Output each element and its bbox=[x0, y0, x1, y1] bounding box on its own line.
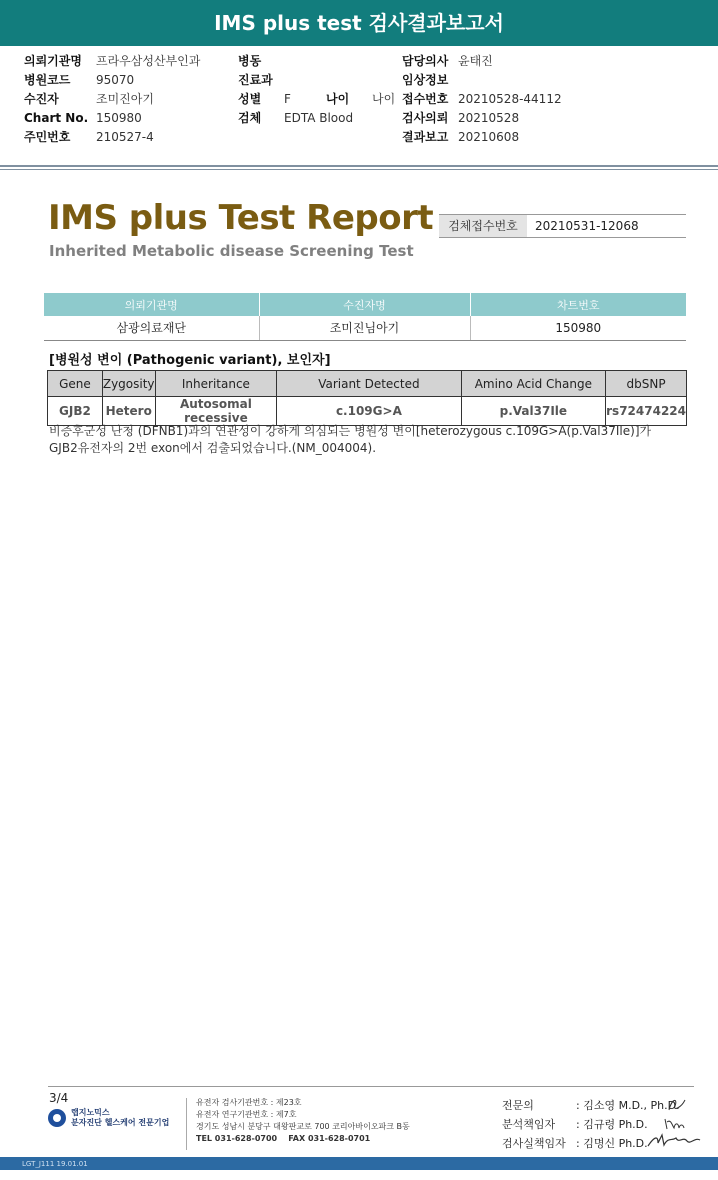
lab-research-license: 유전자 연구기관번호 : 제7호 bbox=[196, 1110, 297, 1119]
accession-value: 20210531-12068 bbox=[535, 219, 639, 233]
patient-info-header-row bbox=[44, 293, 686, 316]
header-row-request-date bbox=[402, 109, 562, 128]
section-title: [병원성 변이 (Pathogenic variant), 보인자] bbox=[49, 353, 331, 368]
footer-bar bbox=[0, 1157, 718, 1170]
info-cell-patient-name: 조미진님아기 bbox=[259, 316, 470, 340]
variant-header-variant: Variant Detected bbox=[277, 371, 461, 397]
header-column-middle bbox=[238, 52, 395, 128]
variant-cell-gene: GJB2 bbox=[48, 397, 103, 426]
interpretation-line-1: 비증후군성 난청 (DFNB1)과의 연관성이 강하게 의심되는 병원성 변이[heterozygous c.109G>A(p.Val37Ile)]가 bbox=[49, 424, 652, 438]
variant-header-amino-acid: Amino Acid Change bbox=[461, 371, 606, 397]
variant-cell-amino-acid: p.Val37Ile bbox=[461, 397, 606, 426]
variant-header-zygosity: Zygosity bbox=[102, 371, 155, 397]
header-row-clinical-info bbox=[402, 71, 562, 90]
institution-value: 프라우삼성산부인과 bbox=[96, 54, 201, 68]
patient-value: 조미진아기 bbox=[96, 92, 154, 106]
resident-no-value: 210527-4 bbox=[96, 130, 154, 144]
logo-name: 랩지노믹스 bbox=[71, 1108, 110, 1117]
result-interpretation bbox=[49, 423, 689, 457]
department-label: 진료과 bbox=[238, 73, 273, 87]
sex-label: 성별 bbox=[238, 92, 262, 106]
chart-no-value: 150980 bbox=[96, 111, 142, 125]
header-row-department bbox=[238, 71, 395, 90]
info-header-chart-no: 차트번호 bbox=[470, 293, 686, 316]
lab-contact bbox=[196, 1133, 410, 1145]
receipt-no-value: 20210528-44112 bbox=[458, 92, 562, 106]
report-date-value: 20210608 bbox=[458, 130, 520, 144]
patient-info-row bbox=[44, 316, 686, 340]
info-header-patient-name: 수진자명 bbox=[259, 293, 470, 316]
doctor-label: 담당의사 bbox=[402, 54, 449, 68]
request-date-label: 검사의뢰 bbox=[402, 111, 449, 125]
header-row-patient bbox=[24, 90, 200, 109]
ward-label: 병동 bbox=[238, 54, 262, 68]
header-column-left bbox=[24, 52, 200, 147]
document-code: LGT_J111 19.01.01 bbox=[22, 1160, 88, 1168]
page-number: 3/4 bbox=[49, 1091, 69, 1105]
signer-name: : 김명신 Ph.D. bbox=[576, 1137, 648, 1150]
lab-test-license: 유전자 검사기관번호 : 제23호 bbox=[196, 1098, 302, 1107]
resident-no-label: 주민번호 bbox=[24, 130, 71, 144]
header-row-hospital-code bbox=[24, 71, 200, 90]
variant-row bbox=[48, 397, 687, 426]
company-logo bbox=[48, 1108, 169, 1128]
signer-name: : 김규령 Ph.D. bbox=[576, 1118, 648, 1131]
signer-name: : 김소영 M.D., Ph.D. bbox=[576, 1099, 680, 1112]
signature-3 bbox=[646, 1131, 702, 1149]
lab-tel: TEL 031-628-0700 bbox=[196, 1134, 278, 1143]
header-divider bbox=[0, 165, 718, 167]
report-banner-title: IMS plus test 검사결과보고서 bbox=[0, 0, 718, 46]
variant-cell-zygosity: Hetero bbox=[102, 397, 155, 426]
doctor-value: 윤태진 bbox=[458, 54, 493, 68]
info-cell-institution: 삼광의료재단 bbox=[44, 316, 259, 340]
lab-address: 경기도 성남시 분당구 대왕판교로 700 코리아바이오파크 B동 bbox=[196, 1122, 410, 1131]
header-row-report-date bbox=[402, 128, 562, 147]
hospital-code-label: 병원코드 bbox=[24, 73, 71, 87]
logo-tagline: 분자진단 헬스케어 전문기업 bbox=[71, 1118, 170, 1127]
header-row-receipt-no bbox=[402, 90, 562, 109]
signer-row bbox=[502, 1096, 680, 1115]
accession-label: 검체접수번호 bbox=[439, 215, 527, 237]
signer-role: 검사실책임자 bbox=[502, 1137, 566, 1150]
variant-header-dbsnp: dbSNP bbox=[606, 371, 687, 397]
report-subtitle: Inherited Metabolic disease Screening Test bbox=[49, 242, 414, 260]
header-divider-thin bbox=[0, 169, 718, 170]
footer-divider bbox=[48, 1086, 694, 1087]
patient-label: 수진자 bbox=[24, 92, 59, 106]
receipt-no-label: 접수번호 bbox=[402, 92, 449, 106]
header-row-ward bbox=[238, 52, 395, 71]
report-title: IMS plus Test Report bbox=[48, 198, 434, 238]
header-row-chart-no bbox=[24, 109, 200, 128]
request-date-value: 20210528 bbox=[458, 111, 520, 125]
report-date-label: 결과보고 bbox=[402, 130, 449, 144]
sex-value: F bbox=[284, 92, 291, 106]
lab-fax: FAX 031-628-0701 bbox=[288, 1134, 371, 1143]
logo-text bbox=[71, 1108, 169, 1128]
specimen-label: 검체 bbox=[238, 111, 262, 125]
signer-role: 전문의 bbox=[502, 1099, 534, 1112]
variant-table bbox=[47, 370, 687, 426]
header-row-sex bbox=[238, 90, 395, 109]
header-row-institution bbox=[24, 52, 200, 71]
header-row-resident-no bbox=[24, 128, 200, 147]
variant-header-row bbox=[48, 371, 687, 397]
chart-no-label: Chart No. bbox=[24, 111, 89, 125]
variant-cell-inheritance: Autosomal recessive bbox=[155, 397, 277, 426]
header-row-doctor bbox=[402, 52, 562, 71]
age-label: 나이 bbox=[326, 92, 350, 106]
footer-separator bbox=[186, 1098, 187, 1150]
specimen-value: EDTA Blood bbox=[284, 111, 354, 125]
signature-1 bbox=[666, 1096, 688, 1114]
clinical-info-label: 임상정보 bbox=[402, 73, 449, 87]
variant-header-gene: Gene bbox=[48, 371, 103, 397]
variant-header-inheritance: Inheritance bbox=[155, 371, 277, 397]
hospital-code-value: 95070 bbox=[96, 73, 135, 87]
institution-label: 의뢰기관명 bbox=[24, 54, 82, 68]
info-cell-chart-no: 150980 bbox=[470, 316, 686, 340]
variant-cell-dbsnp: rs72474224 bbox=[606, 397, 687, 426]
patient-info-table bbox=[44, 293, 686, 341]
interpretation-line-2: GJB2유전자의 2번 exon에서 검출되었습니다.(NM_004004). bbox=[49, 441, 377, 455]
accession-number-box bbox=[439, 214, 686, 238]
header-row-specimen bbox=[238, 109, 395, 128]
lab-info bbox=[196, 1097, 410, 1145]
age-value: 나이 bbox=[372, 92, 396, 106]
logo-circle-icon bbox=[48, 1109, 66, 1127]
info-header-institution: 의뢰기관명 bbox=[44, 293, 259, 316]
header-column-right bbox=[402, 52, 562, 147]
signer-role: 분석책임자 bbox=[502, 1118, 556, 1131]
variant-cell-variant: c.109G>A bbox=[277, 397, 461, 426]
signature-2 bbox=[662, 1116, 686, 1132]
